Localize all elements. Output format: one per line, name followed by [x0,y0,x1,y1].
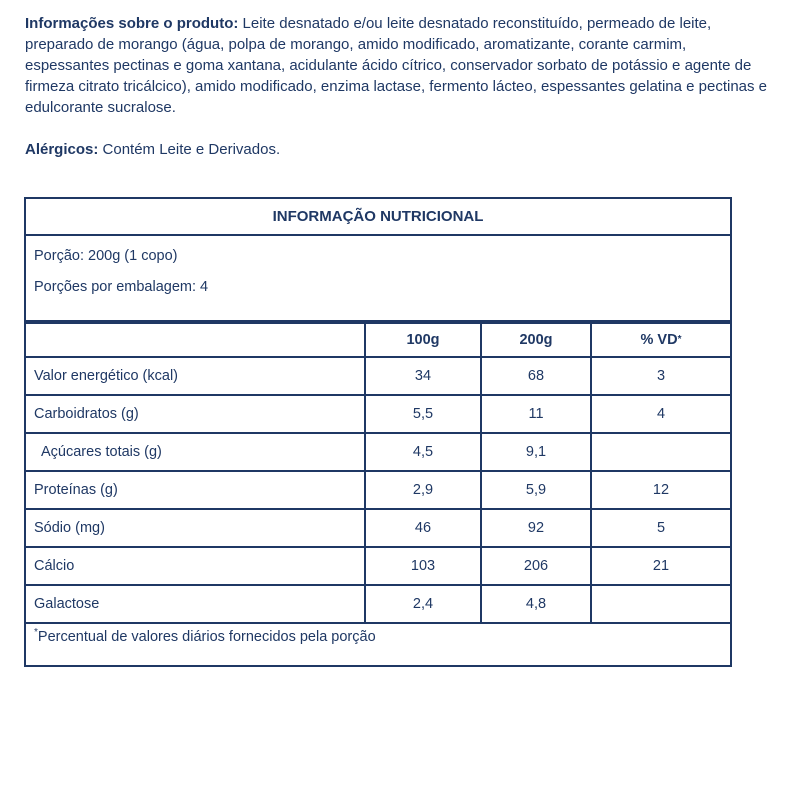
table-row [26,586,730,624]
allergen-label: Alérgicos: [25,141,99,158]
product-info-label: Informações sobre o produto: [25,15,239,32]
product-info-block [25,13,773,160]
row-label: Cálcio [34,558,75,574]
table-row [26,548,730,586]
row-label: Valor energético (kcal) [34,368,178,384]
row-value-200g: 206 [480,548,590,584]
footnote-text: Percentual de valores diários fornecidos pela porção [37,629,376,645]
allergen-text: Contém Leite e Derivados. [98,141,281,158]
row-value-100g: 5,5 [364,396,480,432]
row-value-200g: 92 [480,510,590,546]
column-header-100g-label: 100g [406,332,440,348]
row-value-vd: 12 [590,472,730,508]
footnote-marker: * [34,627,38,639]
servings-per-package: Porções por embalagem: 4 [34,279,209,295]
column-header-vd: % VD * [590,324,730,356]
table-row [26,434,730,472]
table-footnote [26,624,730,665]
table-row [26,358,730,396]
serving-section [26,236,730,324]
nutrition-table-title: INFORMAÇÃO NUTRICIONAL [26,199,730,236]
row-value-vd [590,434,730,470]
row-value-200g: 11 [480,396,590,432]
column-header-200g-label: 200g [519,332,553,348]
row-label: Açúcares totais (g) [41,444,162,460]
row-value-100g: 46 [364,510,480,546]
row-value-200g: 68 [480,358,590,394]
row-value-100g: 2,9 [364,472,480,508]
serving-size: Porção: 200g (1 copo) [34,248,178,264]
product-info-paragraph [25,13,773,118]
row-value-200g: 5,9 [480,472,590,508]
column-header-vd-label: % VD [640,332,678,348]
table-row [26,510,730,548]
row-value-vd: 3 [590,358,730,394]
nutrition-table [24,197,732,667]
row-value-200g: 4,8 [480,586,590,622]
row-value-vd: 5 [590,510,730,546]
row-label: Galactose [34,596,100,612]
row-value-vd [590,586,730,622]
row-value-vd: 4 [590,396,730,432]
row-value-vd: 21 [590,548,730,584]
row-value-200g: 9,1 [480,434,590,470]
row-label: Carboidratos (g) [34,406,139,422]
table-row [26,472,730,510]
row-value-100g: 4,5 [364,434,480,470]
row-label: Proteínas (g) [34,482,118,498]
column-header-row [26,324,730,358]
column-header-200g [480,324,590,356]
column-header-empty [26,324,364,356]
nutrition-table-body [26,358,730,624]
product-info-text: Leite desnatado e/ou leite desnatado reconstituído, permeado de leite, preparado de morango (água, polpa de morango, amido modificado, aromatizante, corante carmim, espessantes pectinas e goma xantana, acidulante ácido cítrico, conservador sorbato de potássio e agente de firmeza citrato tricálcico), amido modificado, enzima lactase, fermento lácteo, espessantes gelatina e pectinas e edulcorante sucralose. [25,15,768,116]
row-value-100g: 34 [364,358,480,394]
table-row [26,396,730,434]
column-header-100g [364,324,480,356]
allergen-paragraph [25,139,773,160]
row-value-100g: 103 [364,548,480,584]
row-value-100g: 2,4 [364,586,480,622]
row-label: Sódio (mg) [34,520,105,536]
